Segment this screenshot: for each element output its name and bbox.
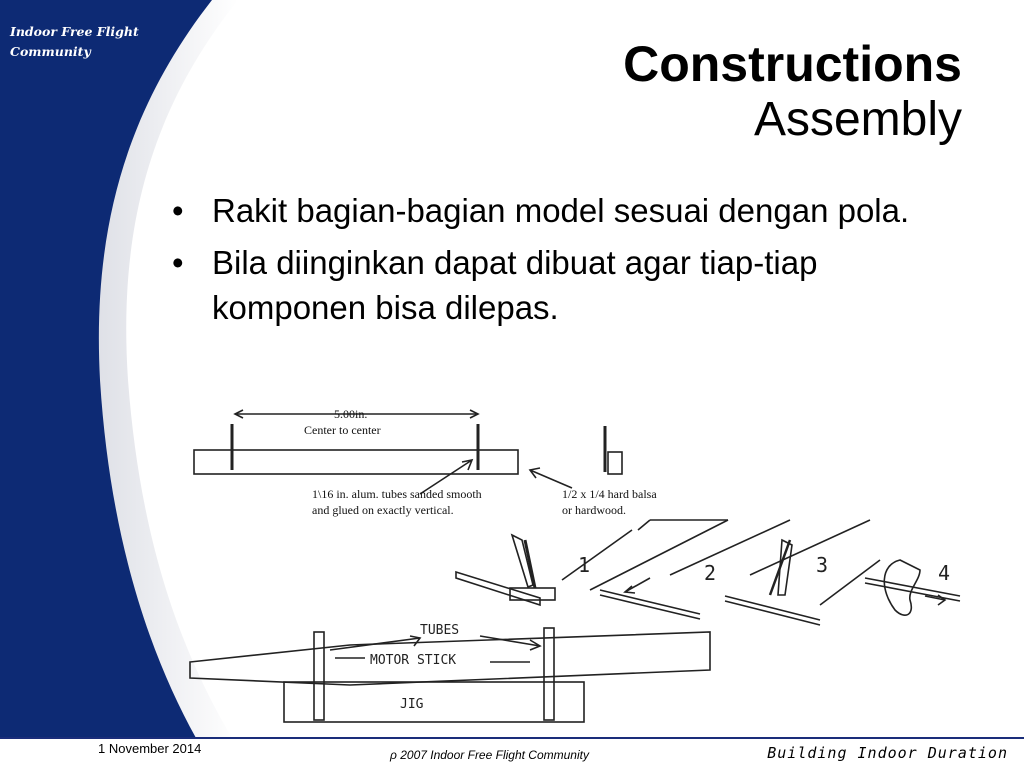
step-1-label: 1 [578, 553, 591, 577]
bullet-text: Rakit bagian-bagian model sesuai dengan pola. [212, 192, 910, 229]
footer-tagline: Building Indoor Duration [767, 744, 1008, 762]
dimension-subtitle: Center to center [304, 423, 381, 437]
logo-line-2: Community [10, 44, 91, 59]
logo [10, 22, 139, 62]
tubes-label: TUBES [420, 623, 460, 638]
bullet-item [170, 188, 972, 233]
footer-copyright [390, 748, 589, 762]
balsa-note-line-1: 1/2 x 1/4 hard balsa [562, 487, 657, 501]
step-3-label: 3 [816, 553, 829, 577]
title-main: Constructions [623, 36, 962, 92]
dimension-label: 5.00in. [334, 407, 368, 421]
copyright-text: 2007 Indoor Free Flight Community [400, 748, 589, 762]
bullet-list [170, 188, 990, 337]
tube-note-line-2: and glued on exactly vertical. [312, 503, 454, 517]
step-2-label: 2 [704, 561, 717, 585]
bullet-text: Bila diinginkan dapat dibuat agar tiap-tiap komponen bisa dilepas. [212, 244, 818, 326]
balsa-note-line-2: or hardwood. [562, 503, 626, 517]
logo-line-1: Indoor Free Flight [10, 24, 139, 39]
step-4-label: 4 [938, 561, 951, 585]
jig-label: JIG [400, 697, 424, 712]
bullet-item [170, 240, 972, 330]
assembly-figure [180, 400, 980, 730]
bullet-dot-icon: • [172, 192, 184, 229]
slide-title [623, 36, 962, 148]
title-sub: Assembly [753, 93, 962, 146]
tube-note-line-1: 1\16 in. alum. tubes sanded smooth [312, 487, 482, 501]
footer-date: 1 November 2014 [98, 741, 202, 756]
bullet-dot-icon: • [172, 244, 184, 281]
footer-divider [0, 737, 1024, 739]
motor-stick-label: MOTOR STICK [370, 653, 457, 668]
copyright-symbol: ρ [390, 748, 397, 762]
